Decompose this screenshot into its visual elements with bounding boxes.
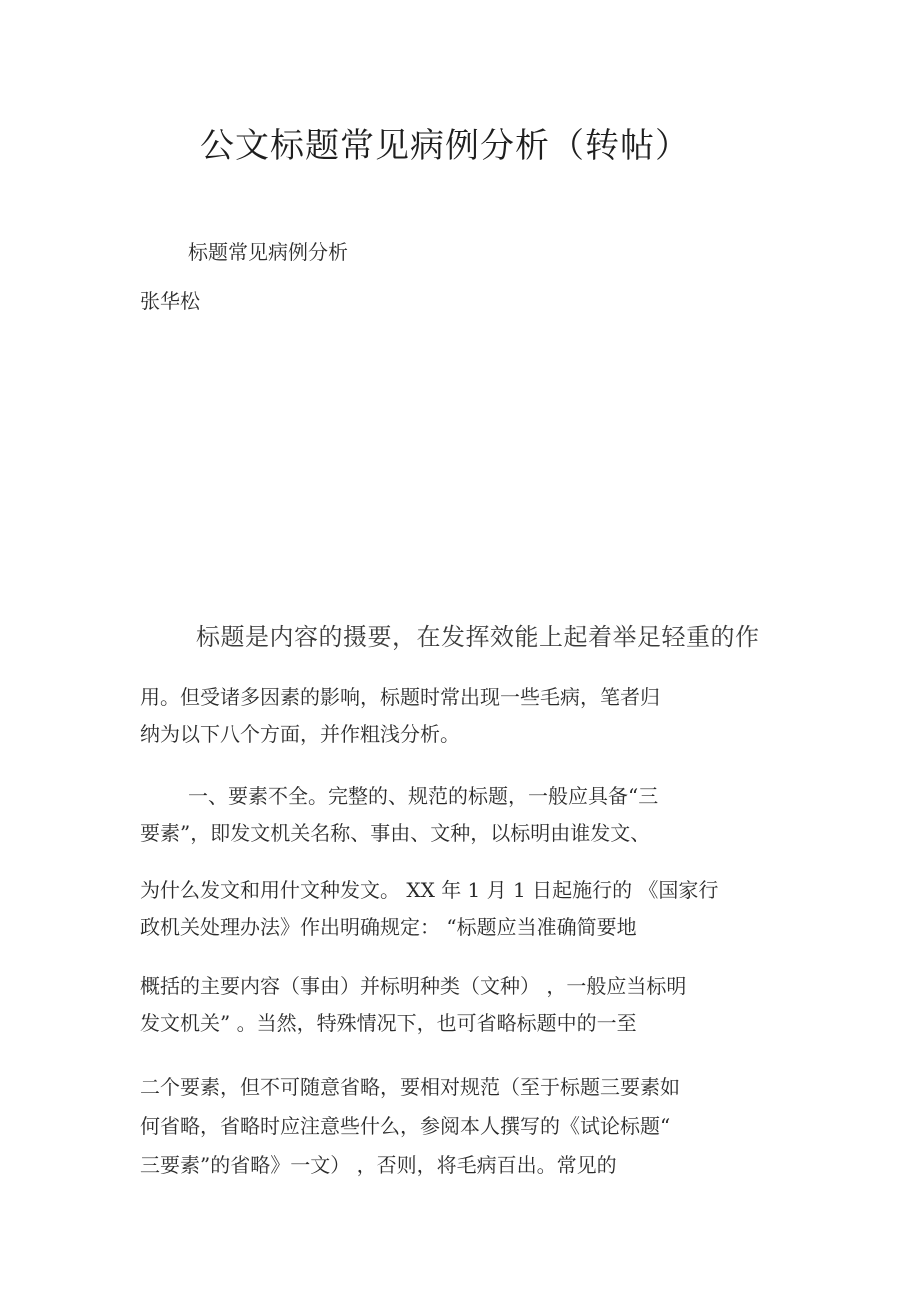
intro-line-3: 纳为以下八个方面，并作粗浅分析。 bbox=[140, 722, 460, 746]
section1-line-1: 一、要素不全。完整的、规范的标题，一般应具备“三 bbox=[188, 784, 659, 808]
document-subtitle: 标题常见病例分析 bbox=[188, 240, 348, 264]
intro-line-2: 用。但受诸多因素的影响，标题时常出现一些毛病，笔者归 bbox=[140, 685, 660, 709]
section1-line-3: 为什么发文和用什文种发文。 XX 年 1 月 1 日起施行的 《国家行 bbox=[140, 878, 719, 902]
intro-line-1: 标题是内容的摄要，在发挥效能上起着举足轻重的作 bbox=[196, 623, 760, 651]
section1-line-7: 二个要素，但不可随意省略，要相对规范（至于标题三要素如 bbox=[140, 1075, 680, 1099]
section1-line-4: 政机关处理办法》作出明确规定： “标题应当准确简要地 bbox=[140, 915, 637, 939]
section1-line-6: 发文机关” 。当然，特殊情况下，也可省略标题中的一至 bbox=[140, 1011, 637, 1035]
section1-line-8: 何省略，省略时应注意些什么，参阅本人撰写的《试论标题“ bbox=[140, 1114, 671, 1138]
author-name: 张华松 bbox=[140, 289, 200, 313]
section1-line-5: 概括的主要内容（事由）并标明种类（文种） ，一般应当标明 bbox=[140, 974, 687, 998]
document-title: 公文标题常见病例分析（转帖） bbox=[200, 126, 690, 166]
section1-line-9: 三要素”的省略》一文） ，否则，将毛病百出。常见的 bbox=[140, 1153, 617, 1177]
section1-line-2: 要素”，即发文机关名称、事由、文种，以标明由谁发文、 bbox=[140, 821, 651, 845]
